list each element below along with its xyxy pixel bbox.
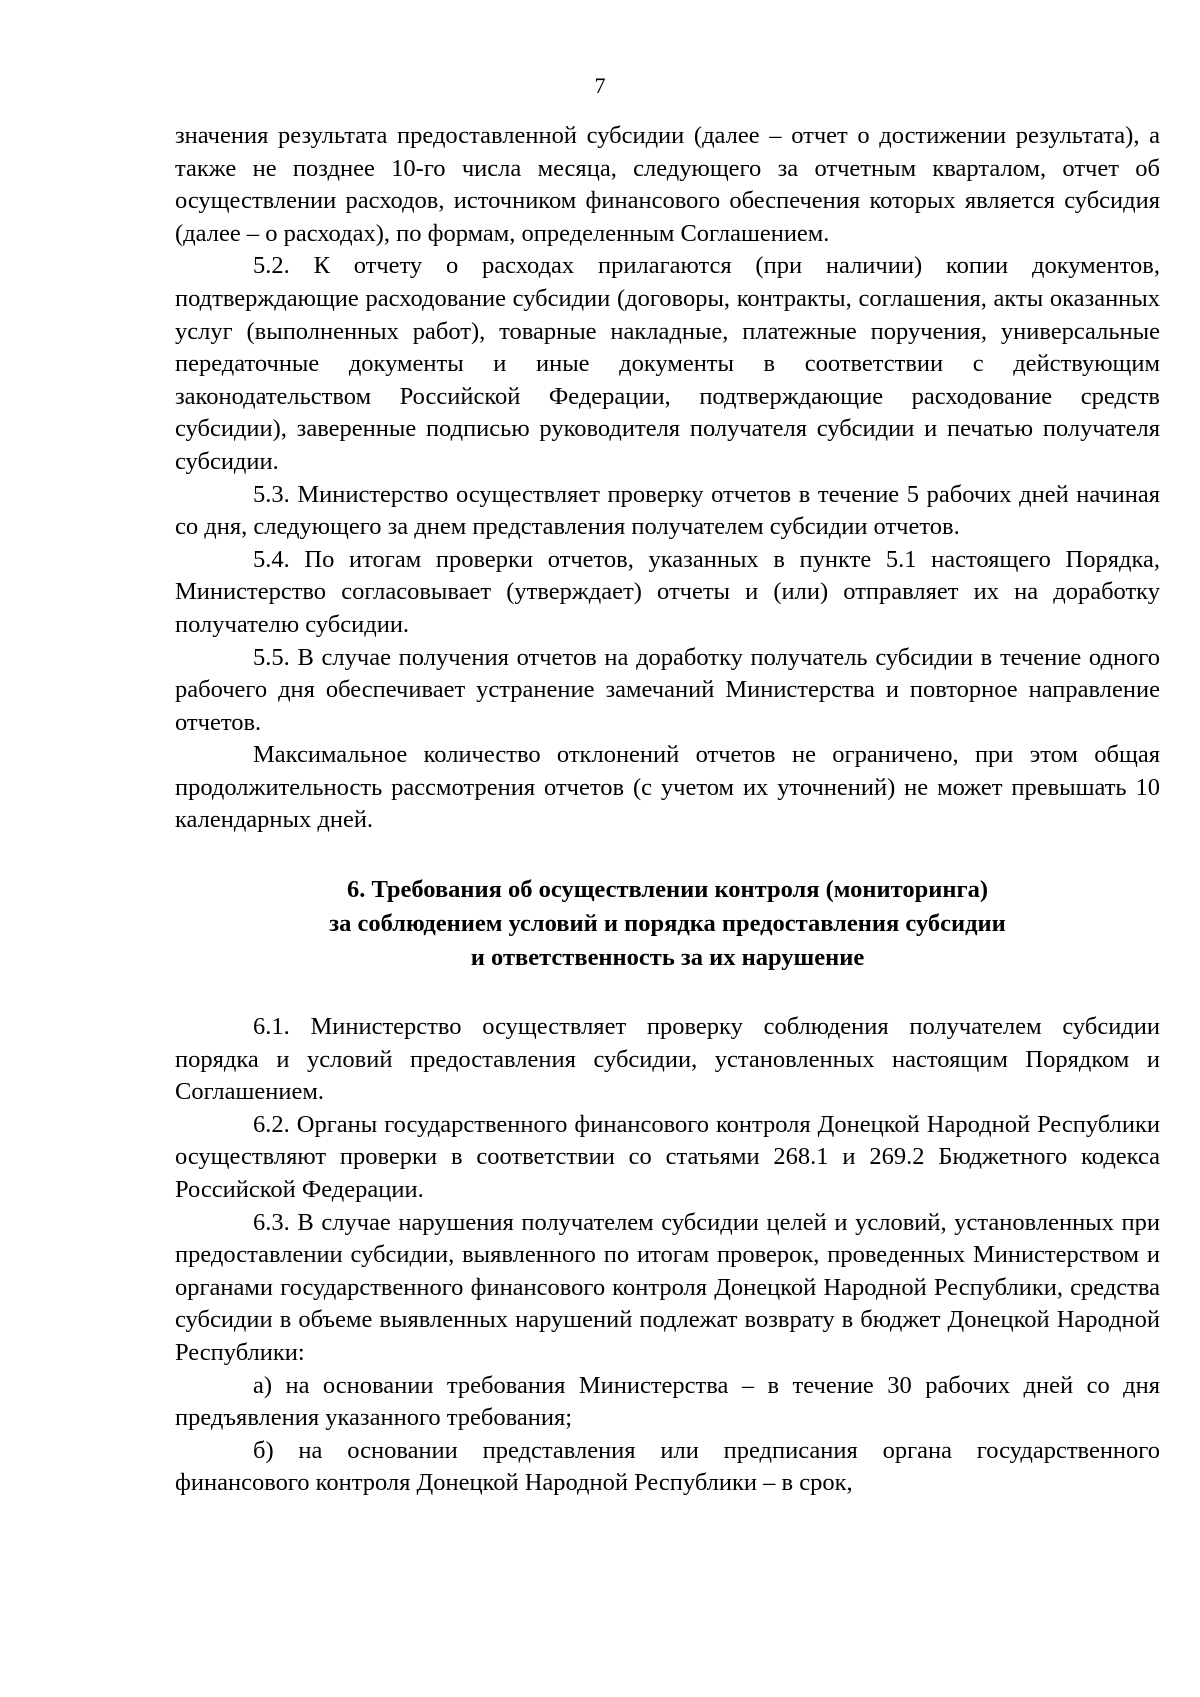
section-heading-line: за соблюдением условий и порядка предоставления субсидии [329, 910, 1006, 938]
paragraph-5-2: 5.2. К отчету о расходах прилагаются (при наличии) копии документов, подтверждающие расходование субсидии (договоры, контракты, соглашения, акты оказанных услуг (выполненных работ), товарные накладные, платежные поручения, универсальные передаточные документы и иные документы в соответствии с действующим законодательством Российской Федерации, подтверждающие расходование средств субсидии), заверенные подписью руководителя получателя субсидии и печатью получателя субсидии. [175, 252, 1160, 475]
paragraph-6-3-b: б) на основании представления или предписания органа государственного финансового контроля Донецкой Народной Республики – в срок, [175, 1436, 1160, 1497]
section-6-heading [175, 873, 1160, 975]
paragraph-5-3: 5.3. Министерство осуществляет проверку отчетов в течение 5 рабочих дней начиная со дня, следующего за днем представления получателем субсидии отчетов. [175, 480, 1160, 541]
section-heading-line: 6. Требования об осуществлении контроля (мониторинга) [346, 876, 989, 904]
section-heading-line: и ответственность за их нарушение [470, 944, 865, 972]
paragraph-6-1: 6.1. Министерство осуществляет проверку соблюдения получателем субсидии порядка и условий предоставления субсидии, установленных настоящим Порядком и Соглашением. [175, 1013, 1160, 1106]
paragraph-5-5: 5.5. В случае получения отчетов на доработку получатель субсидии в течение одного рабочего дня обеспечивает устранение замечаний Министерства и повторное направление отчетов. [175, 643, 1160, 736]
document-body [175, 120, 1160, 1500]
page-number: 7 [594, 73, 606, 98]
paragraph-max-deviations: Максимальное количество отклонений отчетов не ограничено, при этом общая продолжительность рассмотрения отчетов (с учетом их уточнений) не может превышать 10 календарных дней. [175, 741, 1160, 834]
paragraph-6-3: 6.3. В случае нарушения получателем субсидии целей и условий, установленных при предоставлении субсидии, выявленного по итогам проверок, проведенных Министерством и органами государственного финансового контроля Донецкой Народной Республики, средства субсидии в объеме выявленных нарушений подлежат возврату в бюджет Донецкой Народной Республики: [175, 1208, 1160, 1366]
paragraph-results-report: значения результата предоставленной субсидии (далее – отчет о достижении результата), а также не позднее 10-го числа месяца, следующего за отчетным кварталом, отчет об осуществлении расходов, источником финансового обеспечения которых является субсидия (далее – о расходах), по формам, определенным Соглашением. [175, 122, 1160, 247]
paragraph-5-4: 5.4. По итогам проверки отчетов, указанных в пункте 5.1 настоящего Порядка, Министерство согласовывает (утверждает) отчеты и (или) отправляет их на доработку получателю субсидии. [175, 545, 1160, 638]
paragraph-6-3-a: а) на основании требования Министерства – в течение 30 рабочих дней со дня предъявления указанного требования; [175, 1371, 1160, 1432]
paragraph-6-2: 6.2. Органы государственного финансового контроля Донецкой Народной Республики осуществляют проверки в соответствии со статьями 268.1 и 269.2 Бюджетного кодекса Российской Федерации. [175, 1110, 1160, 1204]
